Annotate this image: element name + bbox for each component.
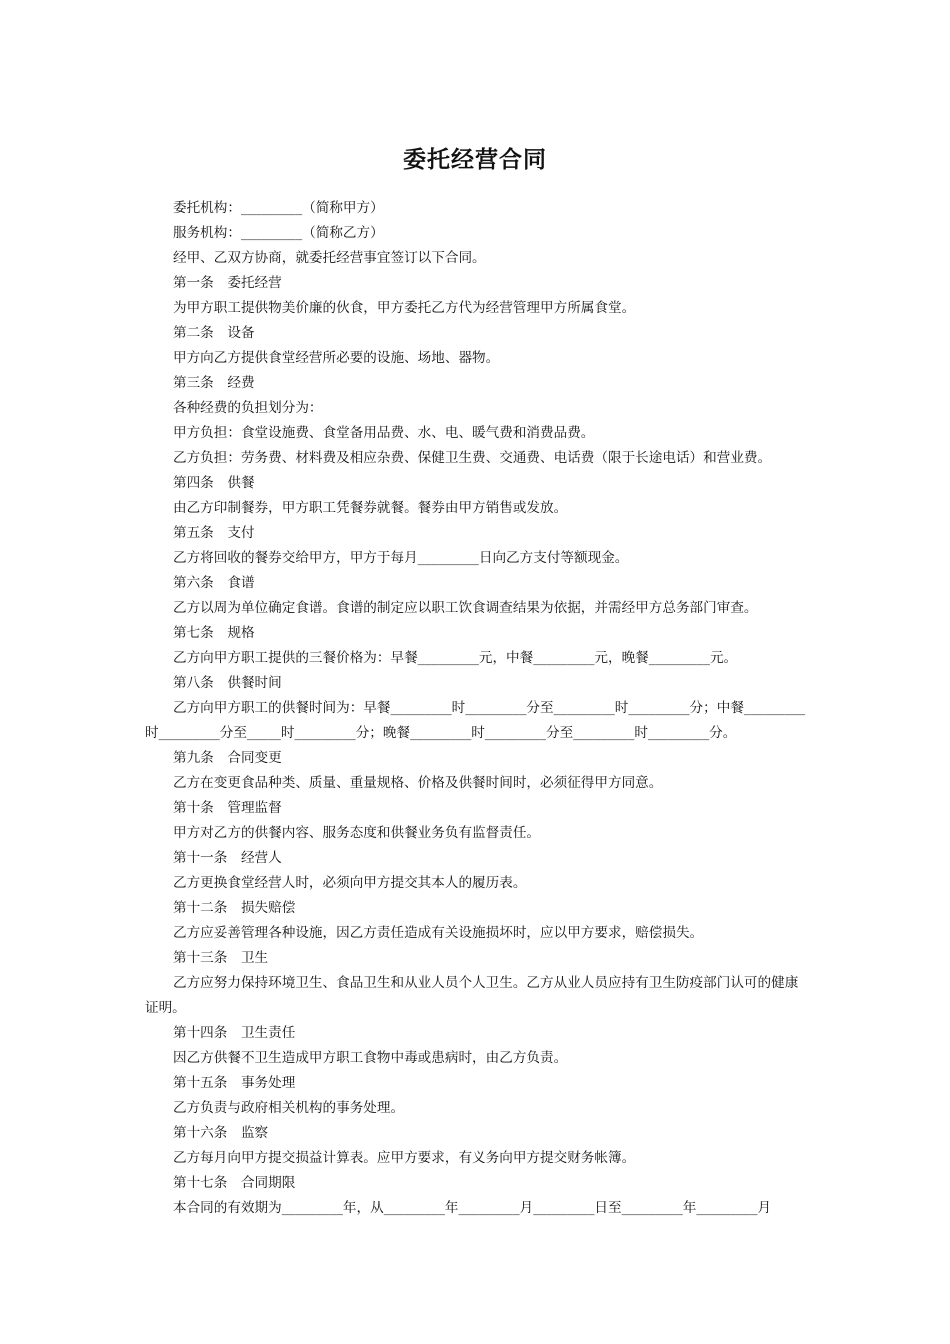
- article-heading-4: 第四条 供餐: [173, 475, 255, 491]
- article-heading-2: 第二条 设备: [173, 325, 255, 341]
- paragraph-preamble: 经甲、乙双方协商，就委托经营事宜签订以下合同。: [173, 250, 486, 266]
- article-text-17: 本合同的有效期为_________年，从_________年_________月_________日至_________年_________月: [173, 1200, 772, 1216]
- article-heading-10: 第十条 管理监督: [173, 800, 282, 816]
- article-text-16: 乙方每月向甲方提交损益计算表。应甲方要求，有义务向甲方提交财务帐簿。: [173, 1150, 636, 1166]
- article-text-1: 为甲方职工提供物美价廉的伙食，甲方委托乙方代为经营管理甲方所属食堂。: [173, 300, 636, 316]
- article-heading-9: 第九条 合同变更: [173, 750, 282, 766]
- article-text-13: 乙方应努力保持环境卫生、食品卫生和从业人员个人卫生。乙方从业人员应持有卫生防疫部门认可的健康证明。: [145, 975, 799, 1016]
- article-text-2: 甲方向乙方提供食堂经营所必要的设施、场地、器物。: [173, 350, 500, 366]
- article-heading-16: 第十六条 监察: [173, 1125, 269, 1141]
- article-heading-14: 第十四条 卫生责任: [173, 1025, 296, 1041]
- article-heading-3: 第三条 经费: [173, 375, 255, 391]
- article-text-6: 乙方以周为单位确定食谱。食谱的制定应以职工饮食调查结果为依据，并需经甲方总务部门审查。: [173, 600, 758, 616]
- article-heading-11: 第十一条 经营人: [173, 850, 282, 866]
- article-text-9: 乙方在变更食品种类、质量、重量规格、价格及供餐时间时，必须征得甲方同意。: [173, 775, 663, 791]
- document-body: [145, 196, 807, 1221]
- article-heading-17: 第十七条 合同期限: [173, 1175, 296, 1191]
- article-heading-15: 第十五条 事务处理: [173, 1075, 296, 1091]
- article-heading-5: 第五条 支付: [173, 525, 255, 541]
- article-heading-7: 第七条 规格: [173, 625, 255, 641]
- document-title: 委托经营合同: [403, 147, 547, 173]
- article-text-8: 乙方向甲方职工的供餐时间为：早餐_________时_________分至_________时_________分；中餐_________时_________分至_____时_________分；晚餐_________时_________分至_________时_________分。: [145, 700, 806, 741]
- article-text-7: 乙方向甲方职工提供的三餐价格为：早餐_________元，中餐_________元，晚餐_________元。: [173, 650, 738, 666]
- article-text-12: 乙方应妥善管理各种设施，因乙方责任造成有关设施损坏时，应以甲方要求，赔偿损失。: [173, 925, 704, 941]
- article-text-3c: 乙方负担：劳务费、材料费及相应杂费、保健卫生费、交通费、电话费（限于长途电话）和营业费。: [173, 450, 772, 466]
- article-heading-12: 第十二条 损失赔偿: [173, 900, 296, 916]
- article-text-3b: 甲方负担：食堂设施费、食堂备用品费、水、电、暖气费和消费品费。: [173, 425, 595, 441]
- paragraph-provider: 服务机构：_________（简称乙方）: [173, 225, 384, 241]
- paragraph-client: 委托机构：_________（简称甲方）: [173, 200, 384, 216]
- article-heading-1: 第一条 委托经营: [173, 275, 282, 291]
- article-heading-8: 第八条 供餐时间: [173, 675, 282, 691]
- article-text-3a: 各种经费的负担划分为：: [173, 400, 323, 416]
- article-text-10: 甲方对乙方的供餐内容、服务态度和供餐业务负有监督责任。: [173, 825, 541, 841]
- article-text-4: 由乙方印制餐券，甲方职工凭餐券就餐。餐券由甲方销售或发放。: [173, 500, 568, 516]
- article-text-11: 乙方更换食堂经营人时，必须向甲方提交其本人的履历表。: [173, 875, 527, 891]
- article-text-5: 乙方将回收的餐券交给甲方，甲方于每月_________日向乙方支付等额现金。: [173, 550, 629, 566]
- article-text-14: 因乙方供餐不卫生造成甲方职工食物中毒或患病时，由乙方负责。: [173, 1050, 568, 1066]
- article-heading-6: 第六条 食谱: [173, 575, 255, 591]
- article-text-15: 乙方负责与政府相关机构的事务处理。: [173, 1100, 405, 1116]
- article-heading-13: 第十三条 卫生: [173, 950, 269, 966]
